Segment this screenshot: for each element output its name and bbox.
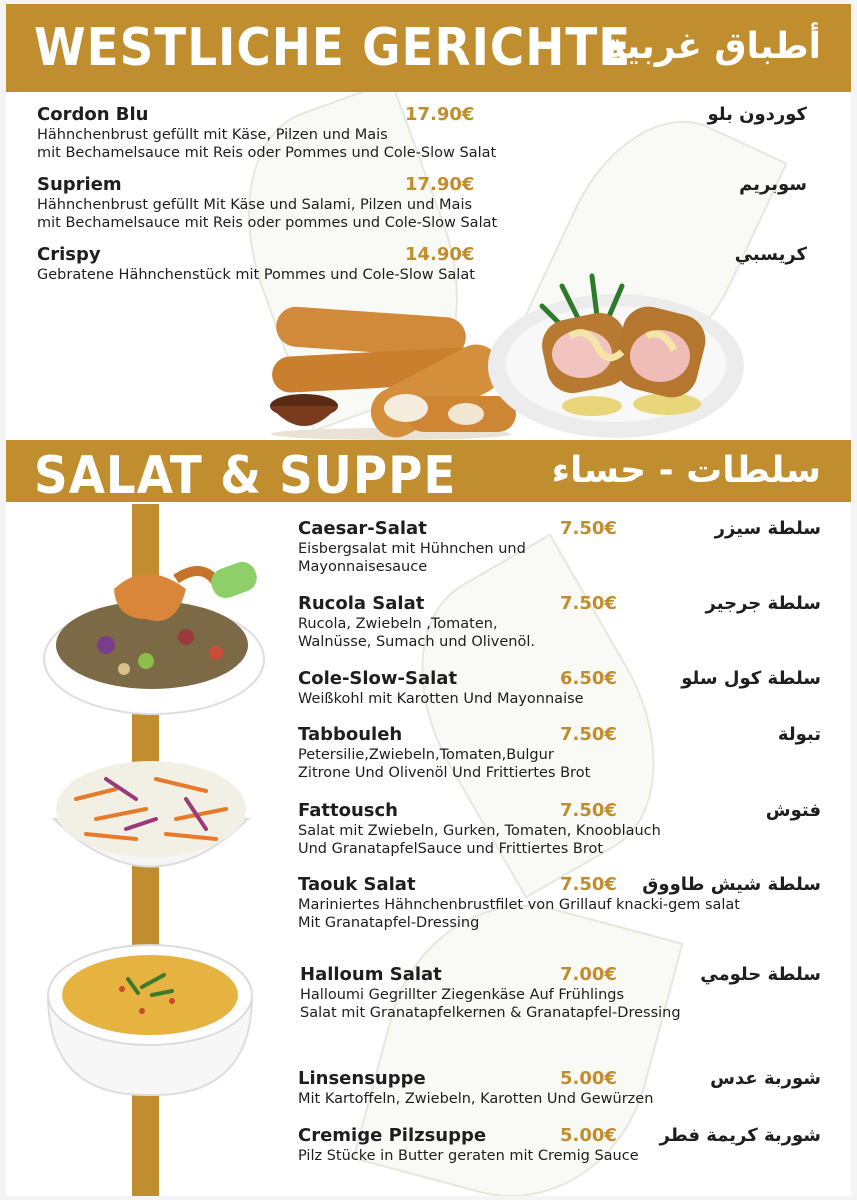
item-name: Rucola Salat [298, 593, 425, 614]
item-name-arabic: سلطة شيش طاووق [642, 874, 821, 895]
item-price: 5.00€ [560, 1068, 617, 1089]
coleslaw-bowl-image [46, 739, 256, 894]
item-price: 7.00€ [560, 964, 617, 985]
item-name-arabic: سلطة حلومي [700, 964, 821, 985]
item-price: 6.50€ [560, 668, 617, 689]
lentil-soup-bowl-image [42, 929, 258, 1099]
item-description: Rucola, Zwiebeln ,Tomaten, Walnüsse, Sumach und Olivenöl. [298, 616, 535, 650]
item-name: Halloum Salat [300, 964, 442, 985]
menu-item [298, 800, 821, 858]
item-price: 5.00€ [560, 1125, 617, 1146]
section-title: WESTLICHE GERICHTE [34, 18, 632, 78]
item-name-arabic: شوربة عدس [710, 1068, 821, 1089]
item-name: Cremige Pilzsuppe [298, 1125, 487, 1146]
menu-item [298, 1068, 821, 1108]
item-name: Supriem [37, 174, 122, 195]
item-price: 7.50€ [560, 518, 617, 539]
menu-item [37, 174, 807, 236]
item-description: Eisbergsalat mit Hühnchen und Mayonnaisesauce [298, 541, 526, 575]
item-name: Caesar-Salat [298, 518, 427, 539]
item-description: Hähnchenbrust gefüllt mit Käse, Pilzen und Mais mit Bechamelsauce mit Reis oder Pommes und Cole-Slow Salat [37, 127, 497, 161]
item-description: Mit Kartoffeln, Zwiebeln, Karotten Und Gewürzen [298, 1091, 654, 1107]
section-banner-salad [6, 440, 851, 502]
item-price: 17.90€ [405, 174, 475, 195]
menu-item [300, 964, 821, 1022]
menu-item [298, 724, 821, 782]
item-description: Salat mit Zwiebeln, Gurken, Tomaten, Knooblauch Und GranatapfelSauce und Frittiertes Brot [298, 823, 661, 857]
item-price: 7.50€ [560, 724, 617, 745]
section-title-arabic: أطباق غربية [604, 26, 821, 67]
item-description: Mariniertes Hähnchenbrustfilet von Grillauf knacki-gem salat Mit Granatapfel-Dressing [298, 897, 740, 931]
item-name-arabic: شوربة كريمة فطر [659, 1125, 821, 1146]
item-name: Cordon Blu [37, 104, 149, 125]
item-description: Pilz Stücke in Butter geraten mit Cremig Sauce [298, 1148, 639, 1164]
section-banner-western [6, 4, 851, 92]
menu-item [37, 104, 807, 166]
menu-item [298, 1125, 821, 1165]
menu-item [298, 593, 821, 651]
item-description: Hähnchenbrust gefüllt Mit Käse und Salami, Pilzen und Mais mit Bechamelsauce mit Reis oder pommes und Cole-Slow Salat [37, 197, 498, 231]
section-title-arabic: سلطات - حساء [551, 450, 821, 491]
menu-item [298, 518, 821, 576]
section-title: SALAT & SUPPE [34, 446, 457, 502]
menu-item [298, 874, 821, 932]
item-name-arabic: سلطة كول سلو [681, 668, 821, 689]
menu-item [298, 668, 821, 708]
item-description: Petersilie,Zwiebeln,Tomaten,Bulgur Zitrone Und Olivenöl Und Frittiertes Brot [298, 747, 591, 781]
item-price: 14.90€ [405, 244, 475, 265]
item-price: 7.50€ [560, 800, 617, 821]
item-description: Gebratene Hähnchenstück mit Pommes und Cole-Slow Salat [37, 267, 475, 283]
cordon-bleu-plate-image [482, 266, 752, 446]
item-name-arabic: تبولة [777, 724, 821, 745]
menu-page [6, 4, 851, 1196]
item-name-arabic: كريسبي [734, 244, 807, 265]
item-description: Weißkohl mit Karotten Und Mayonnaise [298, 691, 584, 707]
item-name: Crispy [37, 244, 101, 265]
item-name: Linsensuppe [298, 1068, 426, 1089]
item-name-arabic: كوردون بلو [707, 104, 807, 125]
item-price: 7.50€ [560, 593, 617, 614]
item-name: Cole-Slow-Salat [298, 668, 458, 689]
item-name-arabic: سلطة جرجير [705, 593, 821, 614]
item-name-arabic: فتوش [765, 800, 821, 821]
item-name-arabic: سلطة سيزر [714, 518, 821, 539]
item-price: 17.90€ [405, 104, 475, 125]
item-name-arabic: سوبريم [739, 174, 807, 195]
item-price: 7.50€ [560, 874, 617, 895]
item-description: Halloumi Gegrillter Ziegenkäse Auf Frühlings Salat mit Granatapfelkernen & Granatapfel-Dressing [300, 987, 681, 1021]
caesar-salad-bowl-image [36, 549, 276, 721]
item-name: Taouk Salat [298, 874, 416, 895]
item-name: Tabbouleh [298, 724, 403, 745]
item-name: Fattousch [298, 800, 398, 821]
